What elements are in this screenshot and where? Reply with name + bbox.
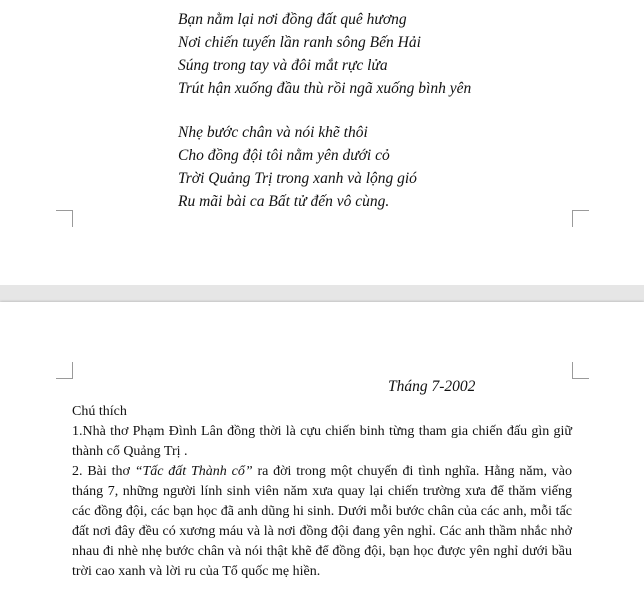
poem — [178, 8, 471, 213]
margin-corner-mark — [572, 362, 589, 379]
poem-line: Nhẹ bước chân và nói khẽ thôi — [178, 124, 368, 141]
note-1: 1.Nhà thơ Phạm Đình Lân đồng thời là cựu chiến binh từng tham gia chiến đấu gìn giữ thành cổ Quảng Trị . — [72, 424, 572, 459]
stanza-break — [178, 100, 471, 121]
margin-corner-mark — [56, 210, 73, 227]
page-gap — [0, 285, 644, 302]
margin-corner-mark — [572, 210, 589, 227]
poem-line: Bạn nằm lại nơi đồng đất quê hương — [178, 11, 407, 28]
footnotes — [72, 402, 572, 582]
poem-line: Cho đồng đội tôi nằm yên dưới cỏ — [178, 147, 390, 164]
poem-line: Trút hận xuống đầu thù rồi ngã xuống bình yên — [178, 80, 472, 97]
note-2-poem-title: “Tấc đất Thành cổ” — [134, 464, 253, 479]
poem-line: Súng trong tay và đôi mắt rực lửa — [178, 57, 388, 74]
poem-line: Nơi chiến tuyến lần ranh sông Bến Hải — [178, 34, 421, 51]
note-2-text: ra đời trong một chuyến đi tình nghĩa. Hằng năm, vào tháng 7, những người lính sinh viên năm xưa quay lại chiến trường xưa để thăm viếng các đồng đội, các bạn học đã anh dũng hi sinh. Dưới mỗi bước chân của các anh, mỗi tấc đất nơi đây đều có xương máu và là nơi đồng đội đang yên nghỉ. Các anh thầm nhắc nhở nhau đi nhè nhẹ bước chân và nói thật khẽ để đồng đội, bạn học được yên nghỉ dưới bầu trời cao xanh và lời ru của Tổ quốc mẹ hiền. — [72, 464, 573, 579]
document-page-1 — [0, 0, 644, 285]
margin-corner-mark — [56, 362, 73, 379]
note-2-prefix: 2. Bài thơ — [72, 464, 135, 479]
notes-heading: Chú thích — [72, 404, 127, 419]
poem-line: Ru mãi bài ca Bất tử đến vô cùng. — [178, 193, 390, 210]
poem-line: Trời Quảng Trị trong xanh và lộng gió — [178, 170, 417, 187]
note-2 — [72, 462, 572, 582]
poem-date: Tháng 7-2002 — [388, 378, 476, 395]
document-page-2 — [0, 302, 644, 602]
